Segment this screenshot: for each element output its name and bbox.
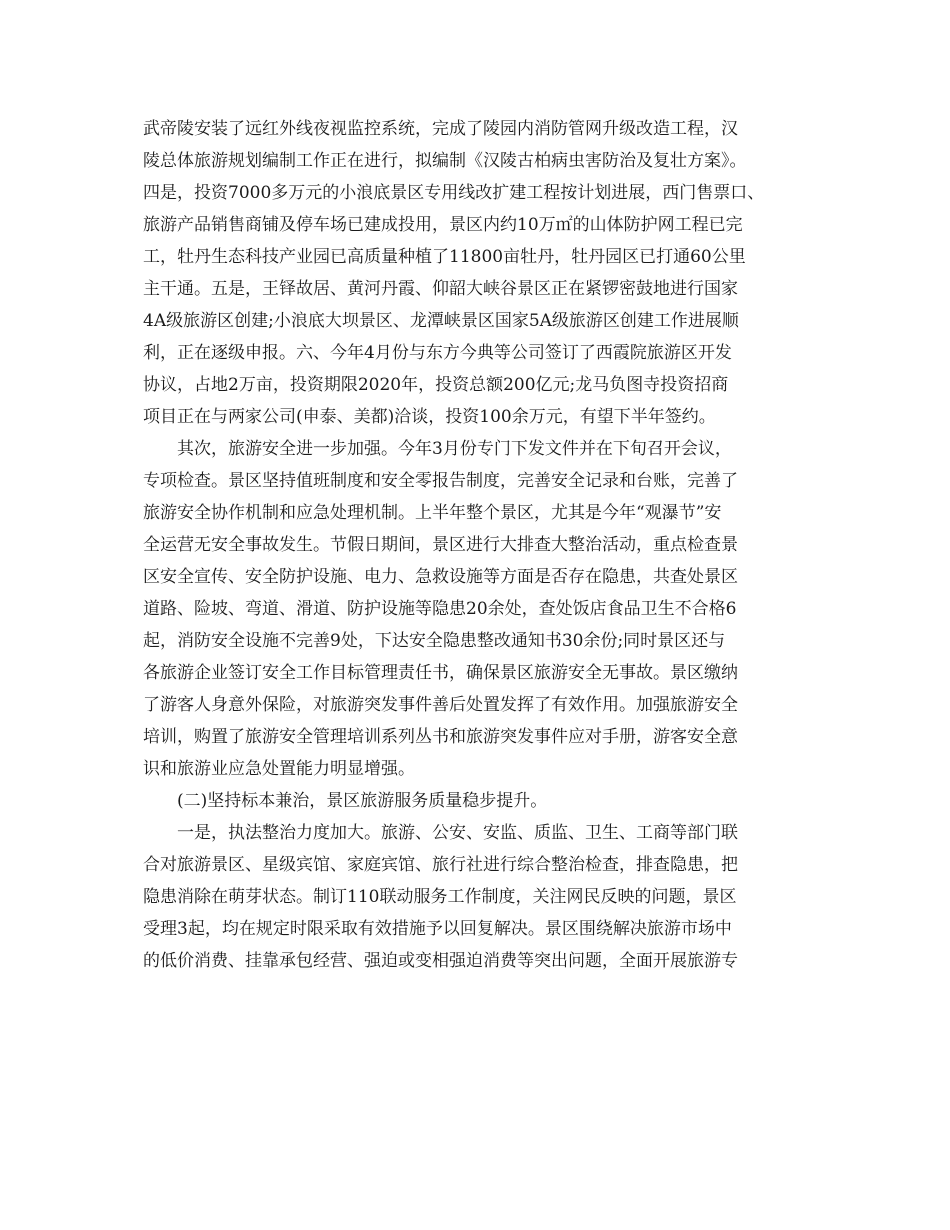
text-line: 的低价消费、挂靠承包经营、强迫或变相强迫消费等突出问题，全面开展旅游专 bbox=[143, 951, 738, 971]
text-line: 区安全宣传、安全防护设施、电力、急救设施等方面是否存在隐患，共查处景区 bbox=[143, 567, 738, 587]
text-line: 工，牡丹生态科技产业园已高质量种植了11800亩牡丹，牡丹园区已打通60公里 bbox=[143, 247, 746, 267]
text-line: 4A级旅游区创建;小浪底大坝景区、龙潭峡景区国家5A级旅游区创建工作进展顺 bbox=[143, 311, 739, 331]
text-line: 合对旅游景区、星级宾馆、家庭宾馆、旅行社进行综合整治检查，排查隐患，把 bbox=[143, 855, 738, 875]
paragraph-first-line: 其次，旅游安全进一步加强。今年3月份专门下发文件并在下旬召开会议， bbox=[177, 439, 732, 459]
text-line: 全运营无安全事故发生。节假日期间，景区进行大排查大整治活动，重点检查景 bbox=[143, 535, 738, 555]
section-heading: (二)坚持标本兼治，景区旅游服务质量稳步提升。 bbox=[177, 791, 548, 811]
text-line: 识和旅游业应急处置能力明显增强。 bbox=[143, 759, 415, 779]
text-line: 专项检查。景区坚持值班制度和安全零报告制度，完善安全记录和台账，完善了 bbox=[143, 471, 738, 491]
text-line: 隐患消除在萌芽状态。制订110联动服务工作制度，关注网民反映的问题，景区 bbox=[143, 887, 737, 907]
paragraph-first-line: 一是，执法整治力度加大。旅游、公安、安监、质监、卫生、工商等部门联 bbox=[177, 823, 738, 843]
text-line: 武帝陵安装了远红外线夜视监控系统，完成了陵园内消防管网升级改造工程，汉 bbox=[143, 119, 738, 139]
text-line: 主干通。五是，王铎故居、黄河丹霞、仰韶大峡谷景区正在紧锣密鼓地进行国家 bbox=[143, 279, 738, 299]
text-line: 协议，占地2万亩，投资期限2020年，投资总额200亿元;龙马负图寺投资招商 bbox=[143, 375, 729, 395]
body-text bbox=[143, 113, 823, 977]
text-line: 四是，投资7000多万元的小浪底景区专用线改扩建工程按计划进展，西门售票口、 bbox=[143, 183, 765, 203]
text-line: 了游客人身意外保险，对旅游突发事件善后处置发挥了有效作用。加强旅游安全 bbox=[143, 695, 738, 715]
text-line: 道路、险坡、弯道、滑道、防护设施等隐患20余处，查处饭店食品卫生不合格6 bbox=[143, 599, 737, 619]
text-line: 起，消防安全设施不完善9处，下达安全隐患整改通知书30余份;同时景区还与 bbox=[143, 631, 726, 651]
text-line: 项目正在与两家公司(申泰、美都)洽谈，投资100余万元，有望下半年签约。 bbox=[143, 407, 716, 427]
text-line: 旅游安全协作机制和应急处理机制。上半年整个景区，尤其是今年“观瀑节”安 bbox=[143, 503, 722, 523]
text-line: 各旅游企业签订安全工作目标管理责任书，确保景区旅游安全无事故。景区缴纳 bbox=[143, 663, 738, 683]
text-line: 陵总体旅游规划编制工作正在进行，拟编制《汉陵古柏病虫害防治及复壮方案》。 bbox=[143, 151, 747, 171]
text-line: 受理3起，均在规定时限采取有效措施予以回复解决。景区围绕解决旅游市场中 bbox=[143, 919, 732, 939]
text-line: 利，正在逐级申报。六、今年4月份与东方今典等公司签订了西霞院旅游区开发 bbox=[143, 343, 732, 363]
text-line: 培训，购置了旅游安全管理培训系列丛书和旅游突发事件应对手册，游客安全意 bbox=[143, 727, 738, 747]
text-line: 旅游产品销售商铺及停车场已建成投用，景区内约10万㎡的山体防护网工程已完 bbox=[143, 215, 743, 235]
